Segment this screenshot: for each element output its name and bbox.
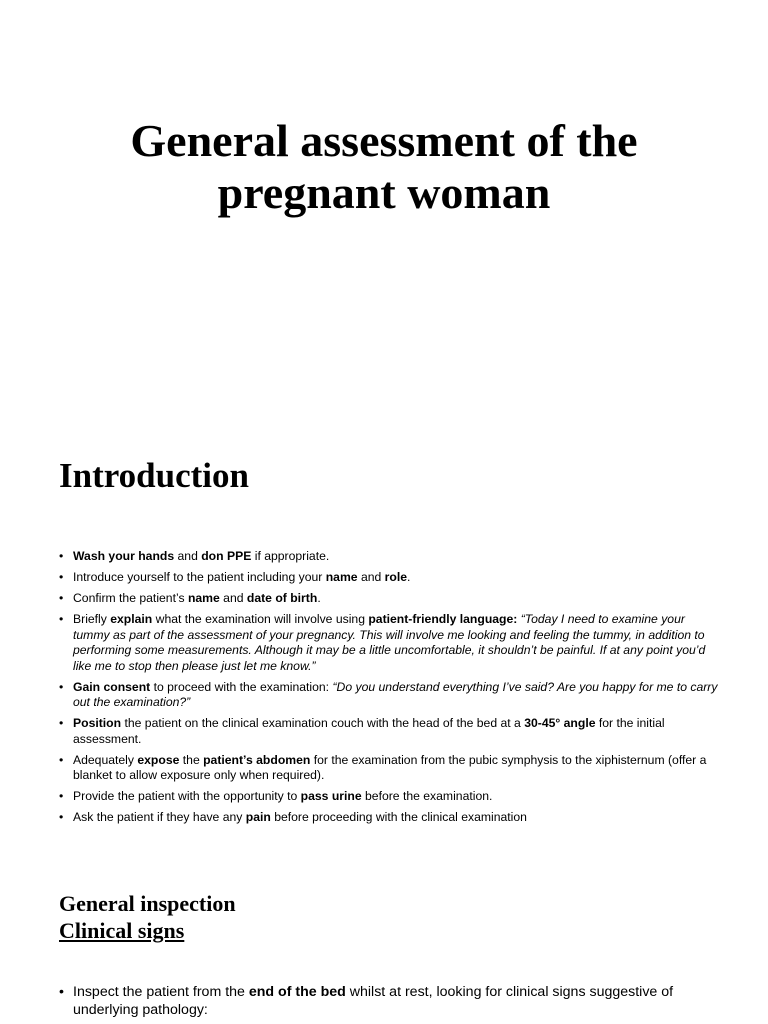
text: the bbox=[179, 752, 204, 767]
bold-text: role bbox=[384, 570, 408, 584]
bold-text: don PPE bbox=[201, 549, 252, 563]
bold-text: patient-friendly language: bbox=[368, 612, 518, 626]
text: Ask the patient if they have any bbox=[73, 810, 246, 824]
introduction-list bbox=[59, 549, 719, 831]
title-line-1: General assessment of the bbox=[130, 115, 638, 166]
bold-text: patient’s abdomen bbox=[203, 752, 311, 767]
list-item bbox=[59, 570, 719, 586]
text: and bbox=[357, 570, 385, 584]
list-item bbox=[59, 984, 719, 1019]
italic-quote: “Today I need to examine your tummy as part of the assessment of your pregnancy. This will involve me looking and feeling the tummy, in addition to performing some measurements. Although it may be a little uncomfortable, it shouldn’t be painful. If at any point you’d like me to stop then please just let me know.” bbox=[73, 612, 706, 673]
text: Adequately bbox=[73, 752, 138, 767]
bold-text: date of birth bbox=[246, 591, 318, 605]
text: Inspect the patient from the bbox=[73, 984, 249, 1000]
bold-text: Position bbox=[73, 716, 122, 730]
list-item bbox=[59, 753, 719, 784]
text: whilst at rest, looking for clinical signs suggestive of underlying pathology: bbox=[73, 984, 674, 1018]
text: and bbox=[174, 549, 202, 563]
text: Briefly bbox=[73, 612, 111, 626]
bold-text: 30-45° angle bbox=[524, 716, 596, 730]
text: and bbox=[219, 591, 247, 605]
text: Provide the patient with the opportunity to bbox=[73, 789, 301, 803]
page-title bbox=[0, 115, 768, 219]
text: to proceed with the examination: bbox=[150, 679, 333, 694]
text: what the examination will involve using bbox=[152, 612, 369, 626]
text: the patient on the clinical examination couch with the head of the bed at a bbox=[121, 716, 525, 730]
bold-text: Wash your hands bbox=[73, 549, 175, 563]
text: Confirm the patient’s bbox=[73, 591, 188, 605]
text: for the initial assessment. bbox=[73, 716, 665, 746]
text: if appropriate. bbox=[251, 549, 330, 563]
list-item bbox=[59, 612, 719, 674]
bold-text: name bbox=[187, 591, 220, 605]
title-line-2: pregnant woman bbox=[217, 167, 551, 218]
bold-text: Gain consent bbox=[73, 679, 151, 694]
bold-text: end of the bed bbox=[248, 984, 346, 1000]
list-item bbox=[59, 810, 719, 826]
text: . bbox=[407, 570, 411, 584]
text: . bbox=[317, 591, 321, 605]
bold-text: expose bbox=[137, 752, 180, 767]
general-inspection-heading bbox=[59, 890, 236, 944]
general-inspection-list bbox=[59, 984, 719, 1019]
text: before the examination. bbox=[361, 789, 493, 803]
bold-text: name bbox=[325, 570, 358, 584]
list-item bbox=[59, 789, 719, 805]
list-item bbox=[59, 591, 719, 607]
text: before proceeding with the clinical examination bbox=[270, 810, 527, 824]
list-item bbox=[59, 716, 719, 747]
section-subtitle: Clinical signs bbox=[59, 918, 185, 943]
introduction-heading: Introduction bbox=[59, 456, 249, 495]
list-item bbox=[59, 680, 719, 711]
bold-text: pain bbox=[245, 810, 271, 824]
section-title: General inspection bbox=[59, 891, 236, 916]
bold-text: explain bbox=[110, 612, 153, 626]
list-item bbox=[59, 549, 719, 565]
bold-text: pass urine bbox=[300, 789, 362, 803]
text: for the examination from the pubic symphysis to the xiphisternum (offer a blanket to allow exposure only when required). bbox=[73, 752, 707, 782]
text: Introduce yourself to the patient including your bbox=[73, 570, 326, 584]
italic-quote: “Do you understand everything I’ve said? Are you happy for me to carry out the examination?” bbox=[73, 679, 718, 709]
